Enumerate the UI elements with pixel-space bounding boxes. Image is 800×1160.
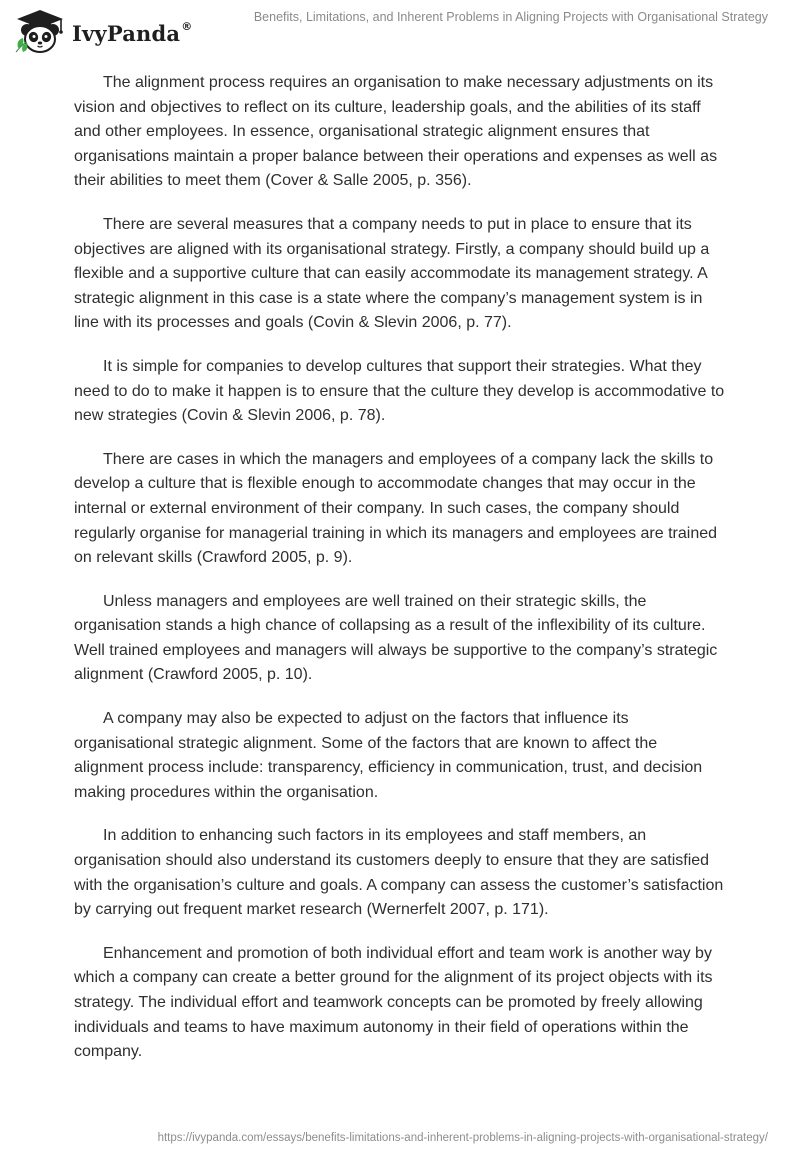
paragraph: It is simple for companies to develop cultures that support their strategies. What they need to do to make it happen is to ensure that the culture they develop is accommodative to new strategies (Covin & Slevin 2006, p. 78).	[74, 357, 725, 425]
ivypanda-logo[interactable]	[14, 8, 192, 54]
brand-name-text: IvyPanda	[72, 20, 181, 46]
paragraph: Unless managers and employees are well trained on their strategic skills, the organisation stands a high chance of collapsing as a result of the inflexibility of its culture. Well trained employees and managers will always be supportive to the company’s strategic alignment (Crawford 2005, p. 10).	[74, 592, 718, 684]
paragraph: The alignment process requires an organisation to make necessary adjustments on its vision and objectives to reflect on its culture, leadership goals, and the abilities of its staff and other employees. In essence, organisational strategic alignment ensures that organisations maintain a proper balance between their operations and expenses as well as their abilities to meet them (Cover & Salle 2005, p. 356).	[74, 74, 718, 190]
paragraph: There are cases in which the managers and employees of a company lack the skills to develop a culture that is flexible enough to accommodate changes that may occur in the internal or external environment of their company. In such cases, the company should regularly organise for managerial training in which its managers and employees are trained on relevant skills (Crawford 2005, p. 9).	[74, 450, 718, 567]
paragraph: A company may also be expected to adjust on the factors that influence its organisational strategic alignment. Some of the factors that are known to affect the alignment process include: transparency, efficiency in communication, trust, and decision making procedures within the organisation.	[74, 710, 703, 801]
page-header	[0, 0, 800, 62]
source-url-link[interactable]: https://ivypanda.com/essays/benefits-limitations-and-inherent-problems-in-aligning-projects-with-organisational-strategy/	[157, 1132, 768, 1144]
panda-graduate-icon	[14, 8, 66, 54]
document-title: Benefits, Limitations, and Inherent Problems in Aligning Projects with Organisational Strategy	[253, 10, 768, 24]
brand-name	[72, 21, 192, 46]
paragraph: There are several measures that a company needs to put in place to ensure that its objectives are aligned with its organisational strategy. Firstly, a company should build up a flexible and a supportive culture that can easily accommodate its management strategy. A strategic alignment in this case is a state where the company’s management system is in line with its processes and goals (Covin & Slevin 2006, p. 77).	[74, 215, 710, 332]
essay-body	[74, 71, 729, 1084]
paragraph: Enhancement and promotion of both individual effort and team work is another way by which a company can create a better ground for the alignment of its project objects with its strategy. The individual effort and teamwork concepts can be promoted by freely allowing individuals and teams to have maximum autonomy in their field of operations within the company.	[74, 944, 713, 1061]
paragraph: In addition to enhancing such factors in its employees and staff members, an organisation should also understand its customers deeply to ensure that they are satisfied with the organisation’s culture and goals. A company can assess the customer’s satisfaction by carrying out frequent market research (Wernerfelt 2007, p. 171).	[74, 827, 724, 919]
registered-mark: ®	[181, 19, 193, 33]
